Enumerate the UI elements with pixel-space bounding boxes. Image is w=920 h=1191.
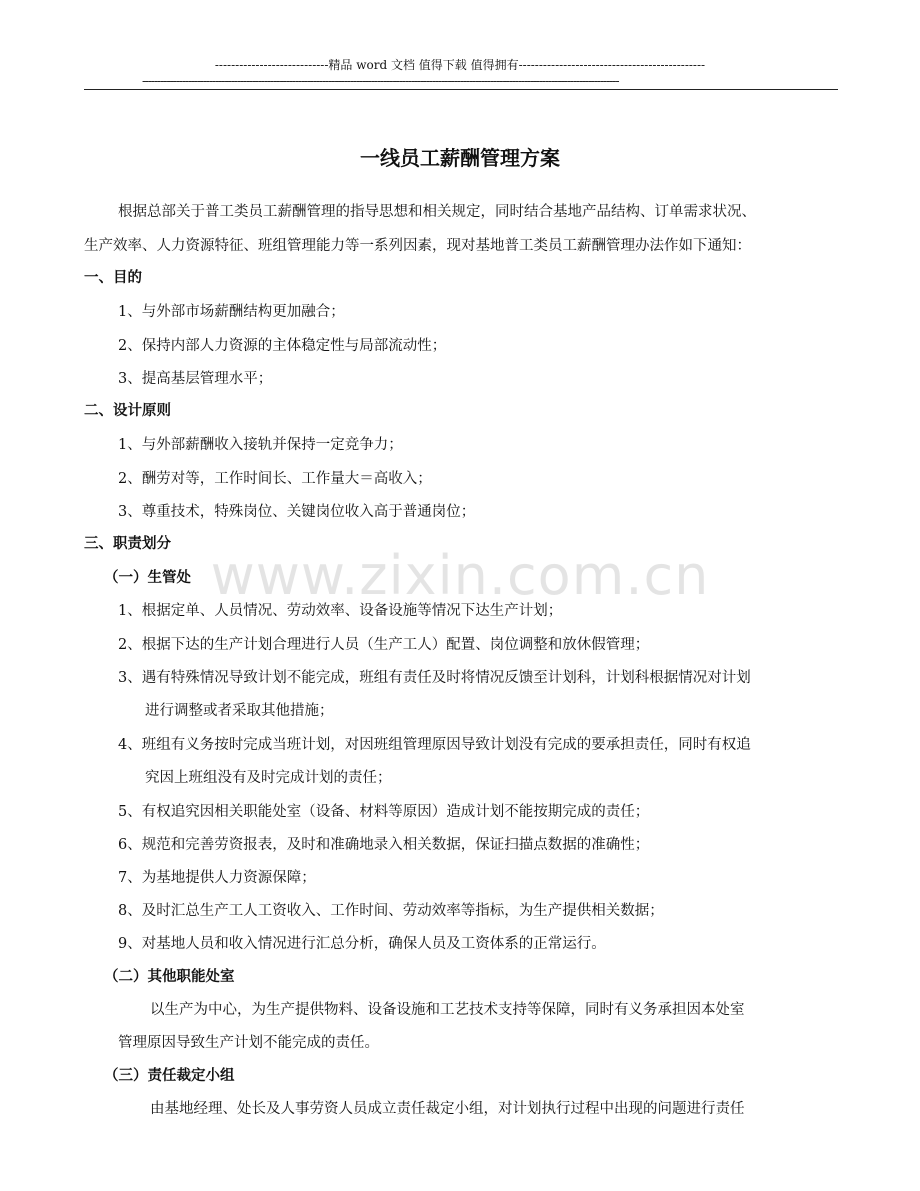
section-heading-purpose: 一、目的 <box>84 270 142 286</box>
arbitration-group-line-1: 由基地经理、处长及人事劳资人员成立责任裁定小组，对计划执行过程中出现的问题进行责任 <box>150 1101 745 1117</box>
subsection-heading-production: （一）生管处 <box>104 570 191 586</box>
principle-item-1: 1、与外部薪酬收入接轨并保持一定竞争力； <box>118 437 403 453</box>
purpose-item-3: 3、提高基层管理水平； <box>118 371 273 387</box>
page-title: 一线员工薪酬管理方案 <box>360 146 560 170</box>
other-departments-line-1: 以生产为中心，为生产提供物料、设备设施和工艺技术支持等保障，同时有义务承担因本处室 <box>150 1002 745 1018</box>
production-item-6: 6、规范和完善劳资报表，及时和准确地录入相关数据，保证扫描点数据的准确性； <box>118 837 650 853</box>
section-heading-responsibilities: 三、职责划分 <box>84 536 171 552</box>
production-item-3-cont: 进行调整或者采取其他措施； <box>145 703 334 719</box>
production-item-1: 1、根据定单、人员情况、劳动效率、设备设施等情况下达生产计划； <box>118 603 563 619</box>
production-item-8: 8、及时汇总生产工人工资收入、工作时间、劳动效率等指标，为生产提供相关数据； <box>118 903 664 919</box>
production-item-7: 7、为基地提供人力资源保障； <box>118 870 316 886</box>
purpose-item-2: 2、保持内部人力资源的主体稳定性与局部流动性； <box>118 338 447 354</box>
header-rule <box>84 89 838 90</box>
production-item-4: 4、班组有义务按时完成当班计划，对因班组管理原因导致计划没有完成的要承担责任，同时有权追 <box>118 737 751 753</box>
principle-item-2: 2、酬劳对等，工作时间长、工作量大＝高收入； <box>118 471 432 487</box>
header-line-2: ------------------------------------------------------------------------------------------------------------------------------------------------------------ <box>142 74 619 88</box>
header-line-1: ----------------------------精品 word 文档 值得下载 值得拥有---------------------------------------------- <box>214 58 706 72</box>
production-item-2: 2、根据下达的生产计划合理进行人员（生产工人）配置、岗位调整和放休假管理； <box>118 637 650 653</box>
production-item-9: 9、对基地人员和收入情况进行汇总分析，确保人员及工资体系的正常运行。 <box>118 936 606 952</box>
section-heading-principles: 二、设计原则 <box>84 403 171 419</box>
principle-item-3: 3、尊重技术，特殊岗位、关键岗位收入高于普通岗位； <box>118 504 476 520</box>
production-item-5: 5、有权追究因相关职能处室（设备、材料等原因）造成计划不能按期完成的责任； <box>118 804 650 820</box>
watermark: www.zixin.com.cn <box>210 544 710 607</box>
production-item-4-cont: 究因上班组没有及时完成计划的责任； <box>145 770 392 786</box>
subsection-heading-other-departments: （二）其他职能处室 <box>104 969 235 985</box>
intro-line-1: 根据总部关于普工类员工薪酬管理的指导思想和相关规定，同时结合基地产品结构、订单需求状况、 <box>118 204 756 220</box>
purpose-item-1: 1、与外部市场薪酬结构更加融合； <box>118 304 345 320</box>
intro-line-2: 生产效率、人力资源特征、班组管理能力等一系列因素，现对基地普工类员工薪酬管理办法作如下通知： <box>84 238 751 254</box>
subsection-heading-arbitration-group: （三）责任裁定小组 <box>104 1068 235 1084</box>
other-departments-line-2: 管理原因导致生产计划不能完成的责任。 <box>118 1035 379 1051</box>
production-item-3: 3、遇有特殊情况导致计划不能完成，班组有责任及时将情况反馈至计划科，计划科根据情况对计划 <box>118 670 751 686</box>
